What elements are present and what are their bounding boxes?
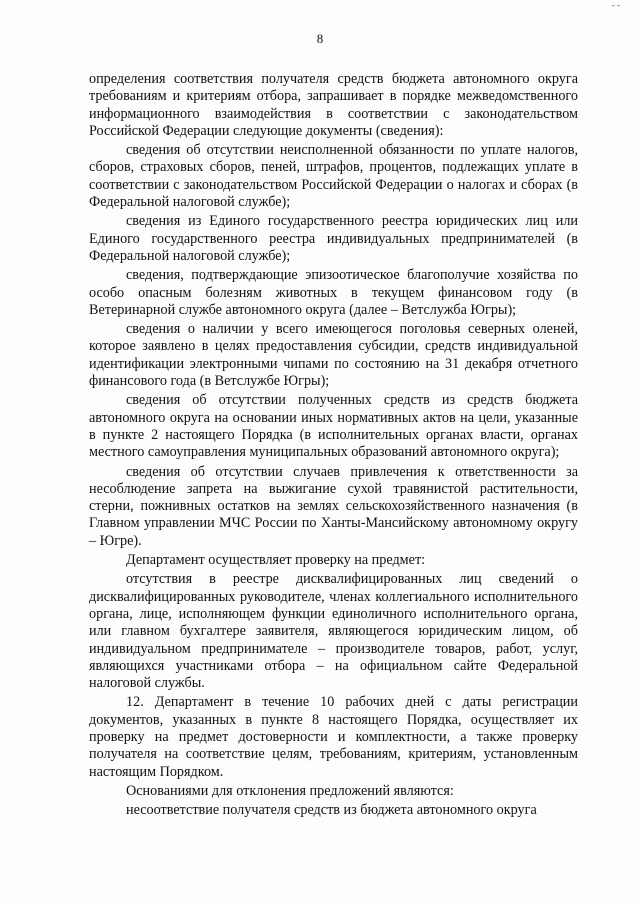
page-number: 8 [316,31,324,46]
paragraph-other-funds-info: сведения об отсутствии полученных средств из средств бюджета автономного округа на основании иных нормативных актов на цели, указанные в пункте 2 настоящего Порядка (в исполнительных органах власти, органах местного самоуправления муниципальных образований автономного округа); [89,392,578,461]
paragraph-rejection-grounds: Основаниями для отклонения предложений являются: [126,782,454,799]
corner-mark: - - [611,0,620,10]
paragraph-item-12: 12. Департамент в течение 10 рабочих дней с даты регистрации документов, указанных в пункте 8 настоящего Порядка, осуществляет их проверку на предмет достоверности и комплектности, а также проверку получателя на соответствие целям, требованиям, критериям, установленным настоящим Порядком. [89,694,578,780]
paragraph-epizootic-info: сведения, подтверждающие эпизоотическое благополучие хозяйства по особо опасным болезням животных в текущем финансовом году (в Ветеринарной службе автономного округа (далее – Ветслужба Югры); [89,267,578,318]
paragraph-disqualified-register: отсутствия в реестре дисквалифицированных лиц сведений о дисквалифицированных руководителе, членах коллегиального исполнительного органа, лице, исполняющем функции единоличного исполнительного органа, или главном бухгалтере заявителя, являющегося юридическим лицом, об индивидуальном предпринимателе – производителе товаров, работ, услуг, являющихся участниками отбора – на официальном сайте Федеральной налоговой службы. [89,571,578,692]
document-body [89,71,578,819]
paragraph-reindeer-chips-info: сведения о наличии у всего имеющегося поголовья северных оленей, которое заявлено в целях предоставления субсидии, средств индивидуальной идентификации электронными чипами по состоянию на 31 декабря отчетного финансового года (в Ветслужбе Югры); [89,321,578,390]
paragraph-burning-ban-info: сведения об отсутствии случаев привлечения к ответственности за несоблюдение запрета на выжигание сухой травянистой растительности, стерни, пожнивных остатков на землях сельскохозяйственного назначения (в Главном управлении МЧС России по Ханты-Мансийскому автономному округу – Югре). [89,463,578,549]
paragraph-nonconformity: несоответствие получателя средств из бюджета автономного округа [126,802,537,819]
paragraph-department-check: Департамент осуществляет проверку на предмет: [126,552,426,569]
paragraph-state-register-info: сведения из Единого государственного реестра юридических лиц или Единого государственного реестра индивидуальных предпринимателей (в Федеральной налоговой службе); [89,213,578,264]
paragraph-tax-debt-info: сведения об отсутствии неисполненной обязанности по уплате налогов, сборов, страховых сборов, пеней, штрафов, процентов, подлежащих уплате в соответствии с законодательством Российской Федерации о налогах и сборах (в Федеральной налоговой службе); [89,142,578,211]
paragraph-continuation: определения соответствия получателя средств бюджета автономного округа требованиям и критериям отбора, запрашивает в порядке межведомственного информационного взаимодействия в соответствии с законодательством Российской Федерации следующие документы (сведения): [89,71,578,139]
